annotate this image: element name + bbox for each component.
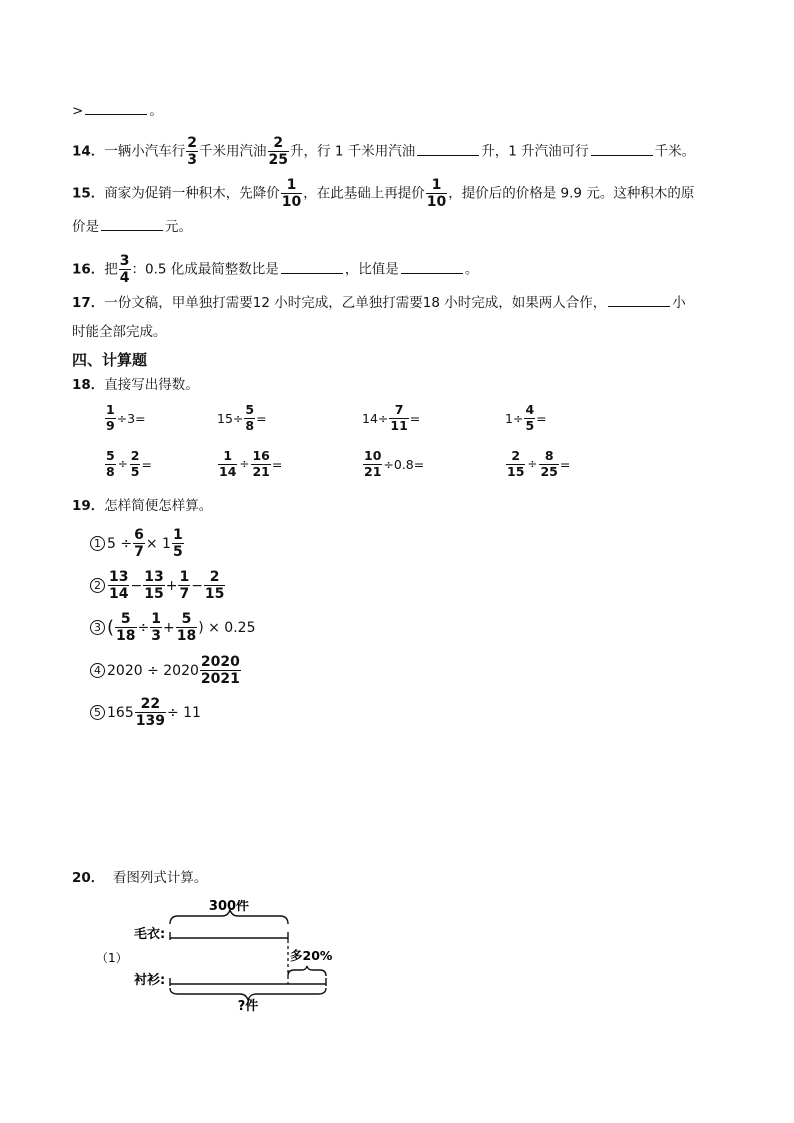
extra-label: 多20%	[290, 948, 333, 963]
circled-number: 5	[90, 705, 105, 720]
question-14: 14．一辆小汽车行 $\frac{2}{3}$ 千米用汽油 $\frac{2}{25}$ 升，行 1 千米用汽油 升，1 升汽油可行 千米。	[72, 135, 696, 168]
part-label: （1）	[96, 951, 128, 965]
question-16: 16．把 $\frac{3}{4}$ ：0.5 化成最简整数比是 ，比值是 。	[72, 253, 479, 286]
circled-number: 3	[90, 620, 105, 635]
section-heading: 四、计算题	[72, 351, 148, 369]
calc-item: 1÷ $\frac{4}{5}$ =	[505, 402, 547, 433]
expression-3: 3 ( $\frac{5}{18}$ ÷ $\frac{1}{3}$ + $\frac{5}{18}$ ) × 0.25	[90, 612, 255, 643]
greater-than-symbol: >	[72, 103, 84, 119]
segment-diagram	[90, 900, 350, 1012]
calc-item: 14÷ $\frac{7}{11}$ =	[362, 402, 421, 433]
question-15-line2: 价是 元。	[72, 216, 192, 237]
fraction: $\frac{1}{10}$	[426, 177, 447, 210]
answer-blank[interactable]	[401, 259, 463, 274]
calc-item: $\frac{5}{8}$ ÷ $\frac{2}{5}$ =	[106, 448, 152, 479]
answer-blank[interactable]	[281, 259, 343, 274]
question-number: 19．	[72, 498, 105, 514]
extra-brace	[288, 966, 326, 976]
question-18: 18．直接写出得数。	[72, 377, 199, 393]
calc-item: $\frac{1}{14}$ ÷ $\frac{16}{21}$ =	[219, 448, 283, 479]
label-bottom: ?件	[237, 999, 259, 1012]
row-label-sweater: 毛衣:	[134, 927, 166, 942]
calc-item: $\frac{2}{15}$ ÷ $\frac{8}{25}$ =	[507, 448, 571, 479]
answer-blank[interactable]	[591, 141, 653, 156]
fraction: $\frac{3}{4}$	[119, 253, 130, 286]
expression-5: 5 165 $\frac{22}{139}$ ÷ 11	[90, 697, 201, 728]
question-17-line2: 时能全部完成。	[72, 324, 167, 340]
question-number: 20．	[72, 870, 105, 886]
answer-blank[interactable]	[101, 216, 163, 231]
question-15: 15．商家为促销一种积木，先降价 $\frac{1}{10}$ ，在此基础上再提价 $\frac{1}{10}$ ，提价后的价格是 9.9 元。这种积木的原	[72, 177, 695, 210]
label-top: 300件	[208, 900, 250, 914]
question-20: 20． 看图列式计算。	[72, 870, 208, 886]
question-number: 15．	[72, 185, 105, 202]
expression-1: 1 5 ÷ $\frac{6}{7}$ × 1 1 5	[90, 528, 185, 559]
calc-item: 15÷ $\frac{5}{8}$ =	[217, 402, 267, 433]
question-19: 19．怎样简便怎样算。	[72, 498, 213, 514]
circled-number: 1	[90, 536, 105, 551]
answer-blank[interactable]	[417, 141, 479, 156]
calc-item: $\frac{1}{9}$ ÷3=	[106, 402, 146, 433]
question-number: 14．	[72, 143, 105, 160]
fraction: $\frac{2}{25}$	[268, 135, 289, 168]
question-number: 17．	[72, 295, 105, 311]
answer-blank[interactable]	[85, 100, 147, 115]
prev-question-tail: > 。	[72, 100, 163, 121]
answer-blank[interactable]	[608, 292, 670, 307]
row-label-shirt: 衬衫:	[134, 973, 166, 988]
question-number: 18．	[72, 377, 105, 393]
fraction: $\frac{2}{3}$	[187, 135, 198, 168]
question-17: 17．一份文稿，甲单独打需要12 小时完成，乙单独打需要18 小时完成，如果两人合作， 小	[72, 292, 686, 313]
calc-item: $\frac{10}{21}$ ÷0.8=	[364, 448, 425, 479]
circled-number: 2	[90, 578, 105, 593]
expression-4: 4 2020 ÷ 2020 2020 2021	[90, 655, 242, 686]
expression-2: 2 13 14 − $\frac{13}{15}$ + $\frac{1}{7}$ − $\frac{2}{15}$	[90, 570, 226, 601]
circled-number: 4	[90, 663, 105, 678]
fraction: $\frac{1}{10}$	[281, 177, 302, 210]
question-number: 16．	[72, 261, 105, 278]
